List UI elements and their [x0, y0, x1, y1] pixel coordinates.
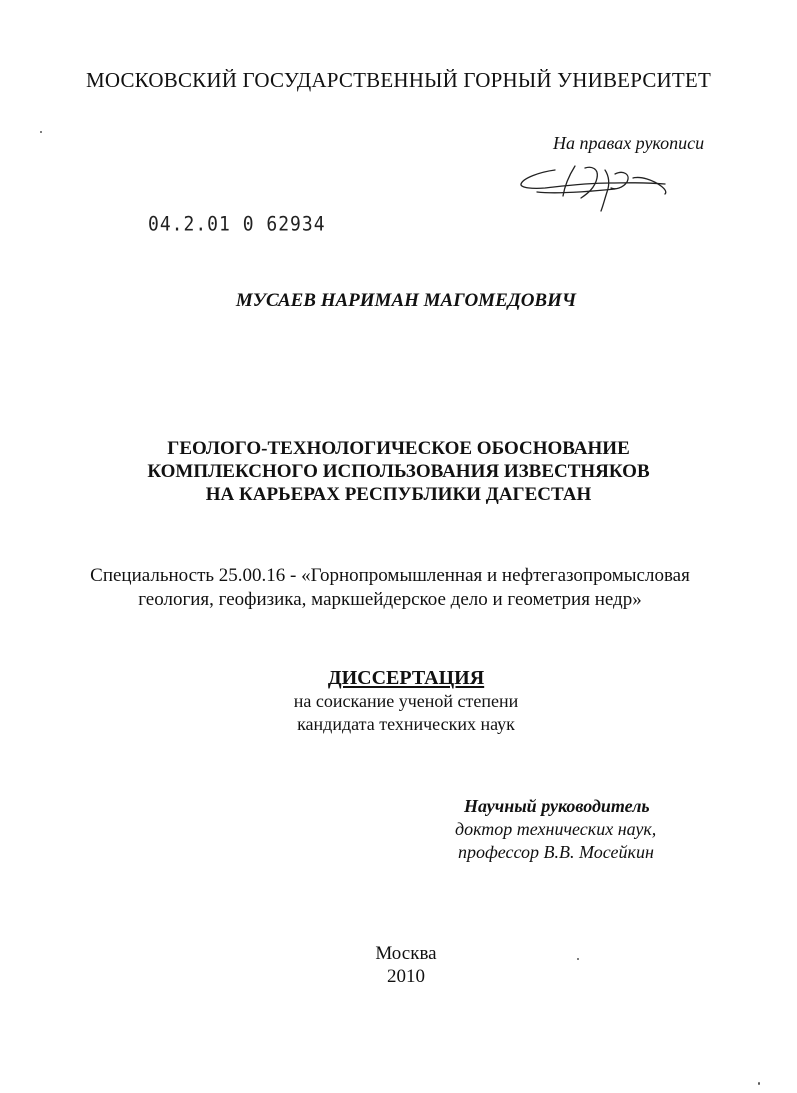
- supervisor-name: профессор В.В. Мосейкин: [458, 842, 654, 862]
- author-name: МУСАЕВ НАРИМАН МАГОМЕДОВИЧ: [235, 290, 577, 311]
- supervisor-label: Научный руководитель: [464, 796, 650, 816]
- scan-speck: [577, 958, 579, 960]
- publication-year: 2010: [387, 966, 425, 987]
- signature-image: [515, 156, 675, 216]
- dissertation-title-line: ГЕОЛОГО-ТЕХНОЛОГИЧЕСКОЕ ОБОСНОВАНИЕ: [167, 438, 630, 459]
- dissertation-title-line: НА КАРЬЕРАХ РЕСПУБЛИКИ ДАГЕСТАН: [205, 484, 592, 505]
- document-type-heading: ДИССЕРТАЦИЯ: [327, 667, 485, 689]
- degree-line: на соискание ученой степени: [293, 691, 519, 711]
- scan-speck: [40, 131, 42, 133]
- archive-stamp-number: 04.2.01 0 62934: [148, 213, 326, 237]
- specialty-line: Специальность 25.00.16 - «Горнопромышленная и нефтегазопромысловая: [90, 565, 690, 586]
- publication-city: Москва: [375, 943, 437, 964]
- specialty-line: геология, геофизика, маркшейдерское дело и геометрия недр»: [138, 589, 642, 610]
- dissertation-title-line: КОМПЛЕКСНОГО ИСПОЛЬЗОВАНИЯ ИЗВЕСТНЯКОВ: [147, 461, 650, 482]
- manuscript-rights-note: На правах рукописи: [553, 133, 705, 153]
- degree-line: кандидата технических наук: [297, 714, 515, 734]
- scan-speck: [758, 1082, 760, 1085]
- supervisor-degree: доктор технических наук,: [455, 819, 657, 839]
- university-name: МОСКОВСКИЙ ГОСУДАРСТВЕННЫЙ ГОРНЫЙ УНИВЕРСИТЕТ: [85, 68, 711, 92]
